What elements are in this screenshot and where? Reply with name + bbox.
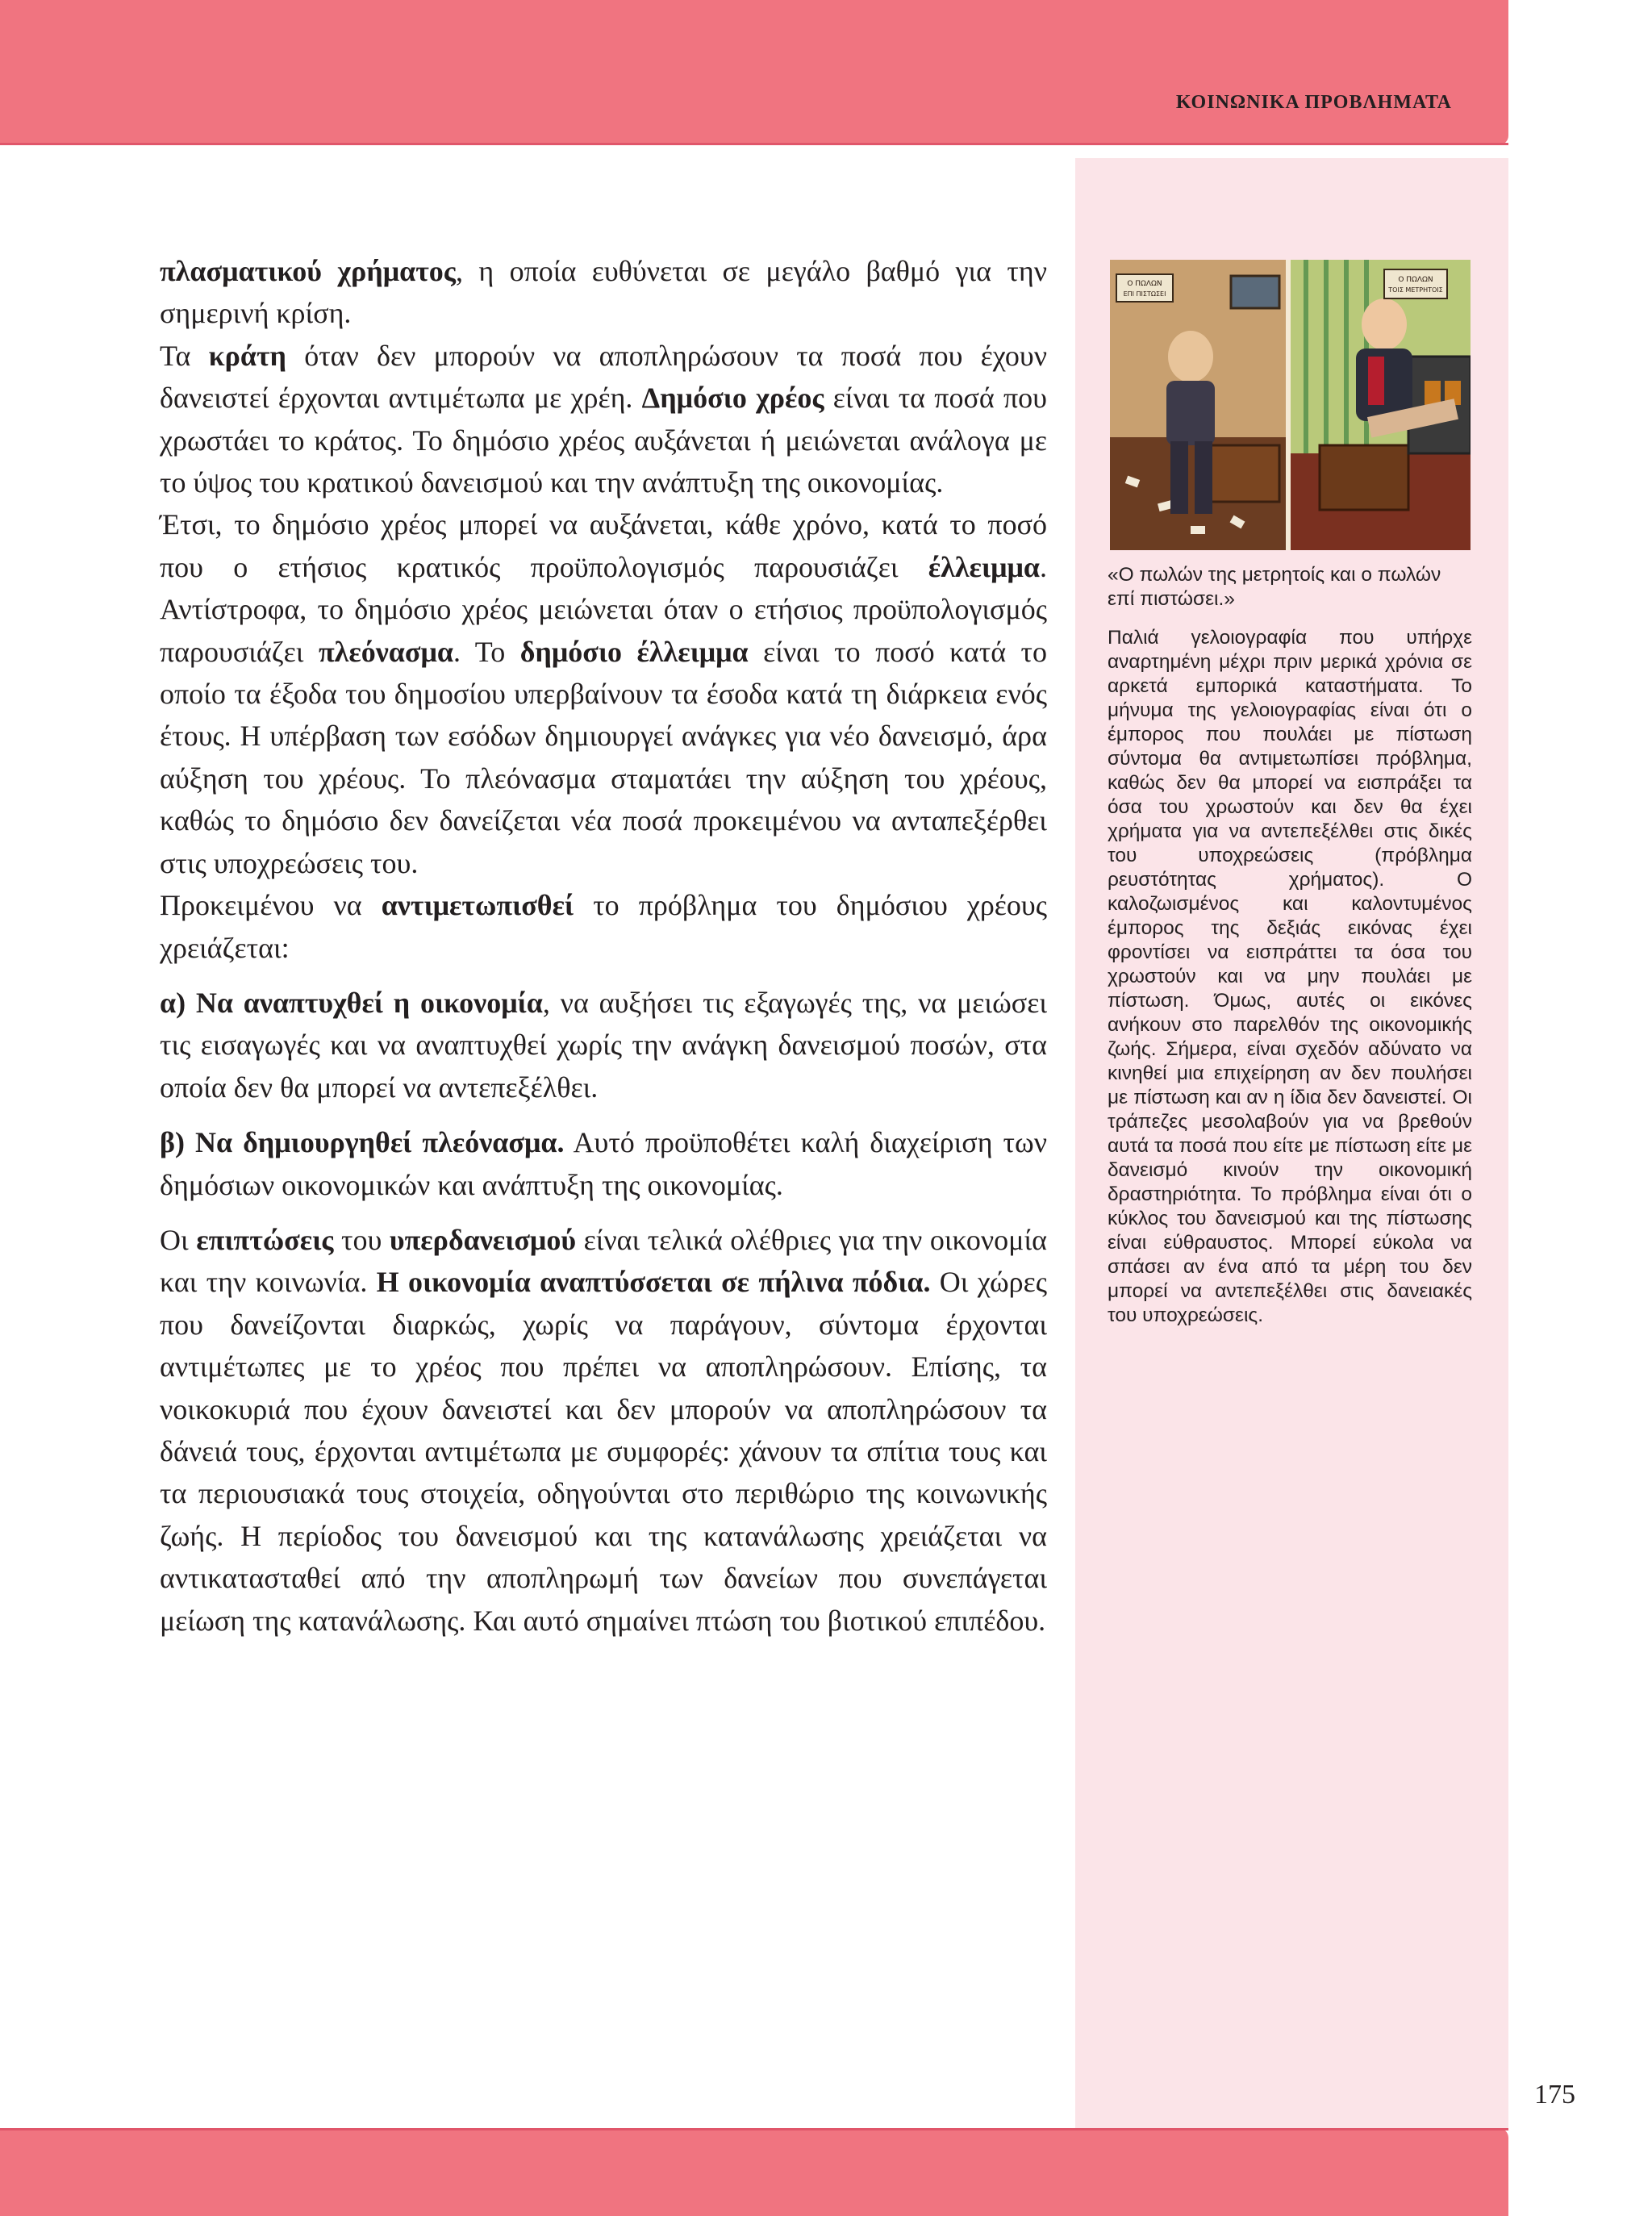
text-run: , να αυξήσει τις εξαγωγές της, να μειώσει τις εισαγωγές και να αναπτυχθεί χωρίς την ανάγκη δανεισμού ποσών, στα οποία δεν θα μπορεί να αντεπεξέλθει. bbox=[160, 986, 1048, 1104]
caption-body: Παλιά γελοιογραφία που υπήρχε αναρτημένη μέχρι πριν μερικά χρόνια σε αρκετά εμπορικά καταστήματα. Το μήνυμα της γελοιογραφίας είναι ότι ο έμπορος που πουλάει με πίστωση σύντομα θα αντιμετωπίσει πρόβλημα, καθώς δεν θα μπορεί να εισπράξει τα όσα του χρωστούν και δεν θα έχει χρήματα για να αντεπεξέλθει στις δικές του υποχρεώσεις (πρόβλημα ρευστότητας χρήματος). Ο καλοζωισμένος και καλοντυμένος έμπορος της δεξιάς εικόνας έχει φροντίσει να εισπράττει τα όσα του χρωστούν και να μην πουλάει με πίστωση. Όμως, αυτές οι εικόνες ανήκουν στο παρελθόν της οικονομικής ζωής. Σήμερα, είναι σχεδόν αδύνατο να κινηθεί μια επιχείρηση αν δεν πουλήσει με πίστωση και αν η ίδια δεν δανειστεί. Οι τράπεζες μεσολαβούν για να βρεθούν αυτά τα ποσά που είτε με πίστωση είτε με δανεισμό κινούν την οικονομική δραστηριότητα. Το πρόβλημα είναι ότι ο κύκλος του δανεισμού και της πίστωσης είναι εύθραυστος. Μπορεί εύκολα να σπάσει αν ένα από τα μέρη του δεν μπορεί να αντεπεξέλθει στις δανειακές του υποχρεώσεις. bbox=[1108, 627, 1472, 1326]
text-run: Οι bbox=[160, 1223, 197, 1256]
sign-left-line2: ΕΠΙ ΠΙΣΤΩΣΕΙ bbox=[1123, 290, 1166, 298]
bold-term: πλασματικού χρήματος bbox=[160, 255, 456, 287]
text-run: , η οποία ευθύνεται σε μεγάλο βαθμό για την σημερινή κρίση. bbox=[160, 255, 1047, 330]
sign-right-line1: Ο ΠΩΛΩΝ bbox=[1398, 276, 1433, 284]
bold-term: κράτη bbox=[208, 339, 286, 372]
bold-term: αντιμετωπισθεί bbox=[381, 889, 574, 922]
bold-term: έλλειμμα bbox=[928, 550, 1040, 583]
paragraph bbox=[160, 884, 1047, 969]
text-run: Οι χώρες που δανείζονται διαρκώς, χωρίς να παράγουν, σύντομα έρχονται αντιμέτωπες με το χρέος που πρέπει να αποπληρώσουν. Επίσης, τα νοικοκυριά που έχουν δανειστεί και δεν μπορούν να αποπληρώσουν τα δάνειά τους, έρχονται αντιμέτωπα με συμφορές: χάνουν τα σπίτια τους και τα περιουσιακά τους στοιχεία, οδηγούνται στο περιθώριο της κοινωνικής ζωής. Η περίοδος του δανεισμού και της κατανάλωσης χρειάζεται να αντικατασταθεί από την αποπληρωμή των δανείων που συνεπάγεται μείωση της κατανάλωσης. Και αυτό σημαίνει πτώση του βιοτικού επιπέδου. bbox=[160, 1266, 1047, 1637]
cartoon-image bbox=[1110, 260, 1471, 550]
text-run: του bbox=[333, 1223, 390, 1256]
caption-title: «Ο πωλών της μετρητοίς και ο πωλών επί πιστώσει.» bbox=[1108, 564, 1441, 610]
paragraph bbox=[160, 250, 1047, 335]
text-run: Τα bbox=[160, 339, 209, 372]
text-run: Αυτό προϋποθέτει καλή διαχείριση των δημόσιων οικονομικών και ανάπτυξη της οικονομίας. bbox=[160, 1126, 1047, 1201]
text-run: είναι τα ποσά που χρωστάει το κράτος. Το δημόσιο χρέος αυξάνεται ή μειώνεται ανάλογα με το ύψος του κρατικού δανεισμού και την ανάπτυξη της οικονομίας. bbox=[160, 382, 1047, 499]
text-run: . Αντίστροφα, το δημόσιο χρέος μειώνεται όταν ο ετήσιος προϋπολογισμός παρουσιάζει bbox=[160, 550, 1047, 668]
paragraph bbox=[160, 503, 1047, 884]
running-title: ΚΟΙΝΩΝΙΚΑ ΠΡΟΒΛΗΜΑΤΑ bbox=[1175, 92, 1452, 113]
bold-term: α) Να αναπτυχθεί η οικονομία bbox=[160, 986, 543, 1019]
paragraph bbox=[160, 1121, 1047, 1206]
header-band bbox=[0, 0, 1508, 145]
bold-term: δημόσιο έλλειμμα bbox=[519, 635, 749, 668]
text-run: είναι το ποσό κατά το οποίο τα έξοδα του δημοσίου υπερβαίνουν τα έσοδα κατά τη διάρκεια ενός έτους. Η υπέρβαση των εσόδων δημιουργεί ανάγκες για νέο δανεισμό, άρα αύξηση του χρέους. Το πλεόνασμα σταματάει την αύξηση του χρέους, καθώς το δημόσιο δεν δανείζεται νέα ποσά προκειμένου να ανταπεξέρθει στις υποχρεώσεις του. bbox=[160, 635, 1047, 879]
text-run: Προκειμένου να bbox=[160, 889, 382, 922]
footer-band bbox=[0, 2128, 1508, 2216]
figure-caption bbox=[1108, 563, 1472, 1328]
text-run: είναι τελικά ολέθριες για την οικονομία και την κοινωνία. bbox=[160, 1223, 1048, 1299]
bold-term: υπερδανεισμού bbox=[389, 1223, 577, 1256]
text-run: Έτσι, το δημόσιο χρέος μπορεί να αυξάνεται, κάθε χρόνο, κατά το ποσό που ο ετήσιος κρατικός προϋπολογισμός παρουσιάζει bbox=[160, 508, 1047, 583]
bold-term: Δημόσιο χρέος bbox=[641, 382, 824, 415]
sign-right-line2: ΤΟΙΣ ΜΕΤΡΗΤΟΙΣ bbox=[1388, 286, 1443, 294]
main-body-text bbox=[160, 250, 1047, 1642]
cartoon-illustration bbox=[1110, 260, 1471, 550]
bold-term: β) Να δημιουργηθεί πλεόνασμα. bbox=[160, 1126, 565, 1159]
page-number: 175 bbox=[1534, 2080, 1575, 2110]
text-run: . Το bbox=[453, 635, 520, 668]
bold-term: επιπτώσεις bbox=[196, 1223, 334, 1256]
paragraph bbox=[160, 982, 1047, 1108]
sign-left-line1: Ο ΠΩΛΩΝ bbox=[1127, 280, 1162, 288]
paragraph bbox=[160, 1219, 1047, 1642]
text-run: το πρόβλημα του δημόσιου χρέους χρειάζεται: bbox=[160, 889, 1047, 964]
text-run: όταν δεν μπορούν να αποπληρώσουν τα ποσά που έχουν δανειστεί έρχονται αντιμέτωπα με χρέη. bbox=[160, 339, 1048, 415]
bold-term: Η οικονομία αναπτύσσεται σε πήλινα πόδια. bbox=[376, 1266, 931, 1299]
bold-term: πλεόνασμα bbox=[318, 635, 453, 668]
paragraph bbox=[160, 335, 1047, 504]
